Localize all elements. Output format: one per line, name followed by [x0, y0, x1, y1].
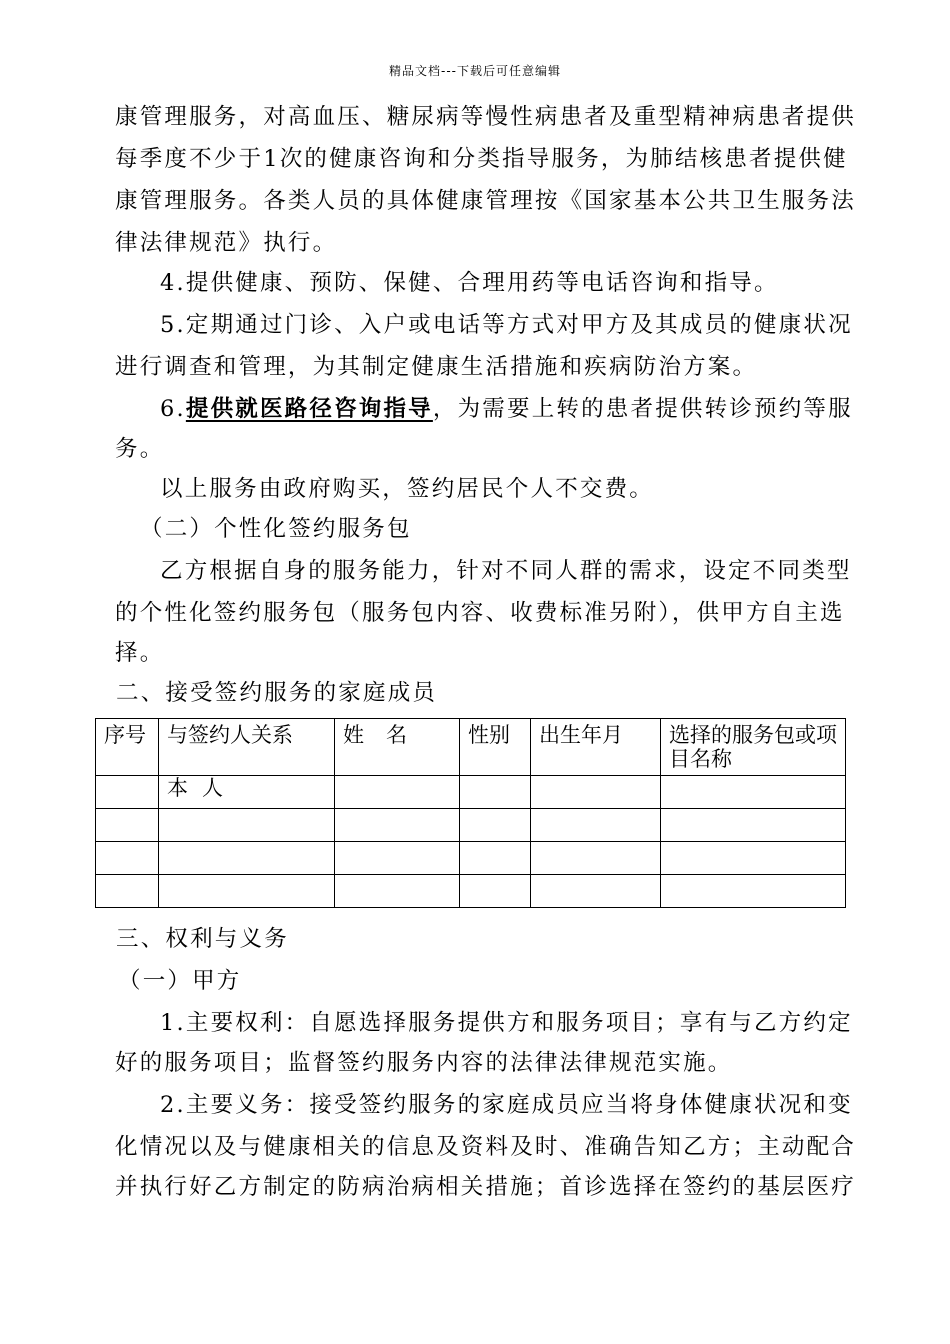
table-cell[interactable]	[531, 875, 661, 908]
paragraph-line: 好的服务项目；监督签约服务内容的法律法律规范实施。	[115, 1050, 733, 1076]
paragraph-line: 进行调查和管理，为其制定健康生活措施和疾病防治方案。	[115, 354, 758, 380]
table-cell[interactable]	[460, 875, 531, 908]
paragraph-line: 以上服务由政府购买，签约居民个人不交费。	[160, 476, 655, 502]
header-service-package: 选择的服务包或项目名称	[661, 719, 846, 776]
table-row	[96, 842, 846, 875]
header-seq: 序号	[96, 719, 159, 776]
header-gender: 性别	[460, 719, 531, 776]
section-heading: 二、接受签约服务的家庭成员	[116, 680, 438, 706]
table-cell[interactable]	[661, 809, 846, 842]
table-cell[interactable]	[96, 875, 159, 908]
table-cell[interactable]	[335, 809, 460, 842]
table-row	[96, 776, 846, 809]
paragraph-line: 务。	[115, 436, 165, 462]
table-row	[96, 809, 846, 842]
table-cell[interactable]	[335, 875, 460, 908]
table-cell[interactable]	[159, 809, 335, 842]
table-cell[interactable]	[460, 809, 531, 842]
table-cell[interactable]	[661, 875, 846, 908]
table-cell[interactable]	[661, 776, 846, 809]
table-header-row	[96, 719, 846, 776]
table-row	[96, 875, 846, 908]
family-members-table	[95, 718, 846, 908]
table-cell[interactable]	[460, 842, 531, 875]
paragraph-line: 化情况以及与健康相关的信息及资料及时、准确告知乙方；主动配合	[115, 1134, 857, 1160]
table-cell[interactable]	[661, 842, 846, 875]
paragraph-line: 1.主要权利：自愿选择服务提供方和服务项目；享有与乙方约定	[160, 1010, 853, 1036]
section-heading: 三、权利与义务	[116, 926, 289, 952]
table-cell-relation[interactable]: 本人	[159, 776, 335, 809]
emphasized-text: 提供就医路径咨询指导	[185, 396, 433, 422]
table-cell[interactable]	[460, 776, 531, 809]
page-header: 精品文档---下载后可任意编辑	[389, 64, 561, 78]
paragraph-line: 每季度不少于1次的健康咨询和分类指导服务，为肺结核患者提供健	[115, 146, 848, 172]
table-cell[interactable]	[335, 842, 460, 875]
table-cell[interactable]	[335, 776, 460, 809]
paragraph-line: 康管理服务，对高血压、糖尿病等慢性病患者及重型精神病患者提供	[115, 104, 857, 130]
table-cell[interactable]	[159, 875, 335, 908]
paragraph-line: 的个性化签约服务包（服务包内容、收费标准另附），供甲方自主选	[115, 600, 845, 626]
section-title: （二）个性化签约服务包	[140, 516, 412, 542]
paragraph-line: 2.主要义务：接受签约服务的家庭成员应当将身体健康状况和变	[160, 1092, 853, 1118]
header-birth: 出生年月	[531, 719, 661, 776]
header-relation: 与签约人关系	[159, 719, 335, 776]
table-cell[interactable]	[96, 776, 159, 809]
paragraph-line: 康管理服务。各类人员的具体健康管理按《国家基本公共卫生服务法	[115, 188, 857, 214]
table-cell[interactable]	[531, 842, 661, 875]
paragraph-line: 并执行好乙方制定的防病治病相关措施；首诊选择在签约的基层医疗	[115, 1174, 857, 1200]
table-cell[interactable]	[531, 809, 661, 842]
table-cell[interactable]	[531, 776, 661, 809]
paragraph-line: 乙方根据自身的服务能力，针对不同人群的需求，设定不同类型	[160, 558, 852, 584]
item-number: 6.	[160, 396, 186, 422]
table-cell[interactable]	[96, 809, 159, 842]
paragraph-line: 律法律规范》执行。	[115, 230, 338, 256]
subsection-title: （一）甲方	[118, 968, 242, 994]
table-cell[interactable]	[96, 842, 159, 875]
paragraph-line: 择。	[115, 640, 165, 666]
header-name: 姓名	[335, 719, 460, 776]
paragraph-line	[160, 390, 890, 428]
paragraph-line: 4.提供健康、预防、保健、合理用药等电话咨询和指导。	[160, 270, 779, 296]
table-cell[interactable]	[159, 842, 335, 875]
paragraph-text: ，为需要上转的患者提供转诊预约等服	[432, 396, 853, 422]
paragraph-line: 5.定期通过门诊、入户或电话等方式对甲方及其成员的健康状况	[160, 312, 853, 338]
